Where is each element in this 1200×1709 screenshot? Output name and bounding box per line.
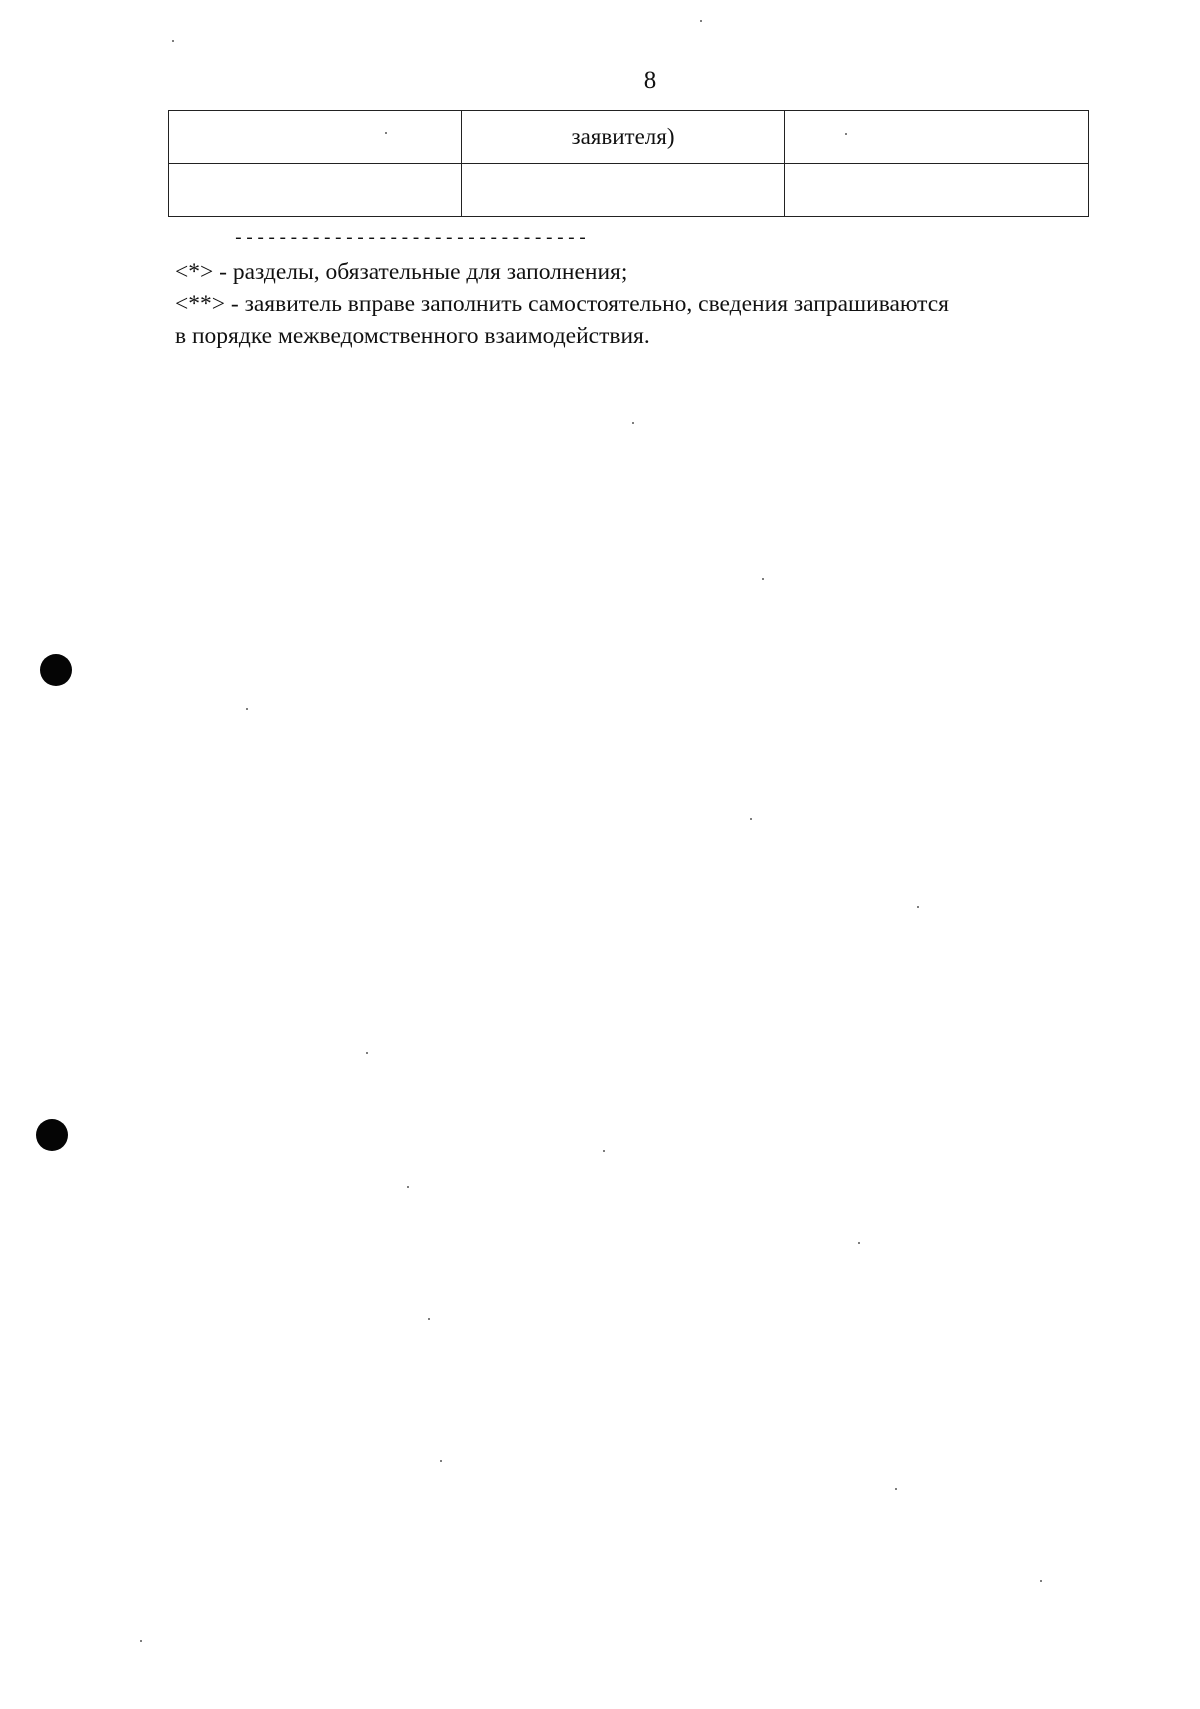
scan-speck [858,1242,860,1244]
table-cell [462,164,785,217]
table-cell [785,111,1089,164]
footnote-optional-continuation: в порядке межведомственного взаимодействия. [175,323,650,349]
scan-speck [750,818,752,820]
form-table [168,110,1089,217]
scan-speck [762,578,764,580]
table-cell [169,111,462,164]
scan-speck [632,422,634,424]
scan-speck [172,40,174,42]
table-cell [785,164,1089,217]
scan-speck [385,132,387,134]
scan-speck [603,1150,605,1152]
scan-speck [366,1052,368,1054]
scan-speck [407,1186,409,1188]
scan-speck [895,1488,897,1490]
page-number: 8 [643,67,657,94]
footnotes [175,256,1135,352]
scan-speck [700,20,702,22]
table-cell [169,164,462,217]
scan-speck [428,1318,430,1320]
scan-speck [845,133,847,135]
footnote-required: <*> - разделы, обязательные для заполнения; [175,259,628,285]
punch-hole [40,654,72,686]
scan-speck [440,1460,442,1462]
punch-hole [36,1119,68,1151]
scan-speck [246,708,248,710]
footnote-separator: -------------------------------- [233,229,589,249]
table-cell: заявителя) [462,111,785,164]
scan-speck [140,1640,142,1642]
scan-speck [1040,1580,1042,1582]
table-row [169,111,1089,164]
footnote-optional: <**> - заявитель вправе заполнить самостоятельно, сведения запрашиваются [175,291,949,317]
scan-speck [917,906,919,908]
table-row [169,164,1089,217]
